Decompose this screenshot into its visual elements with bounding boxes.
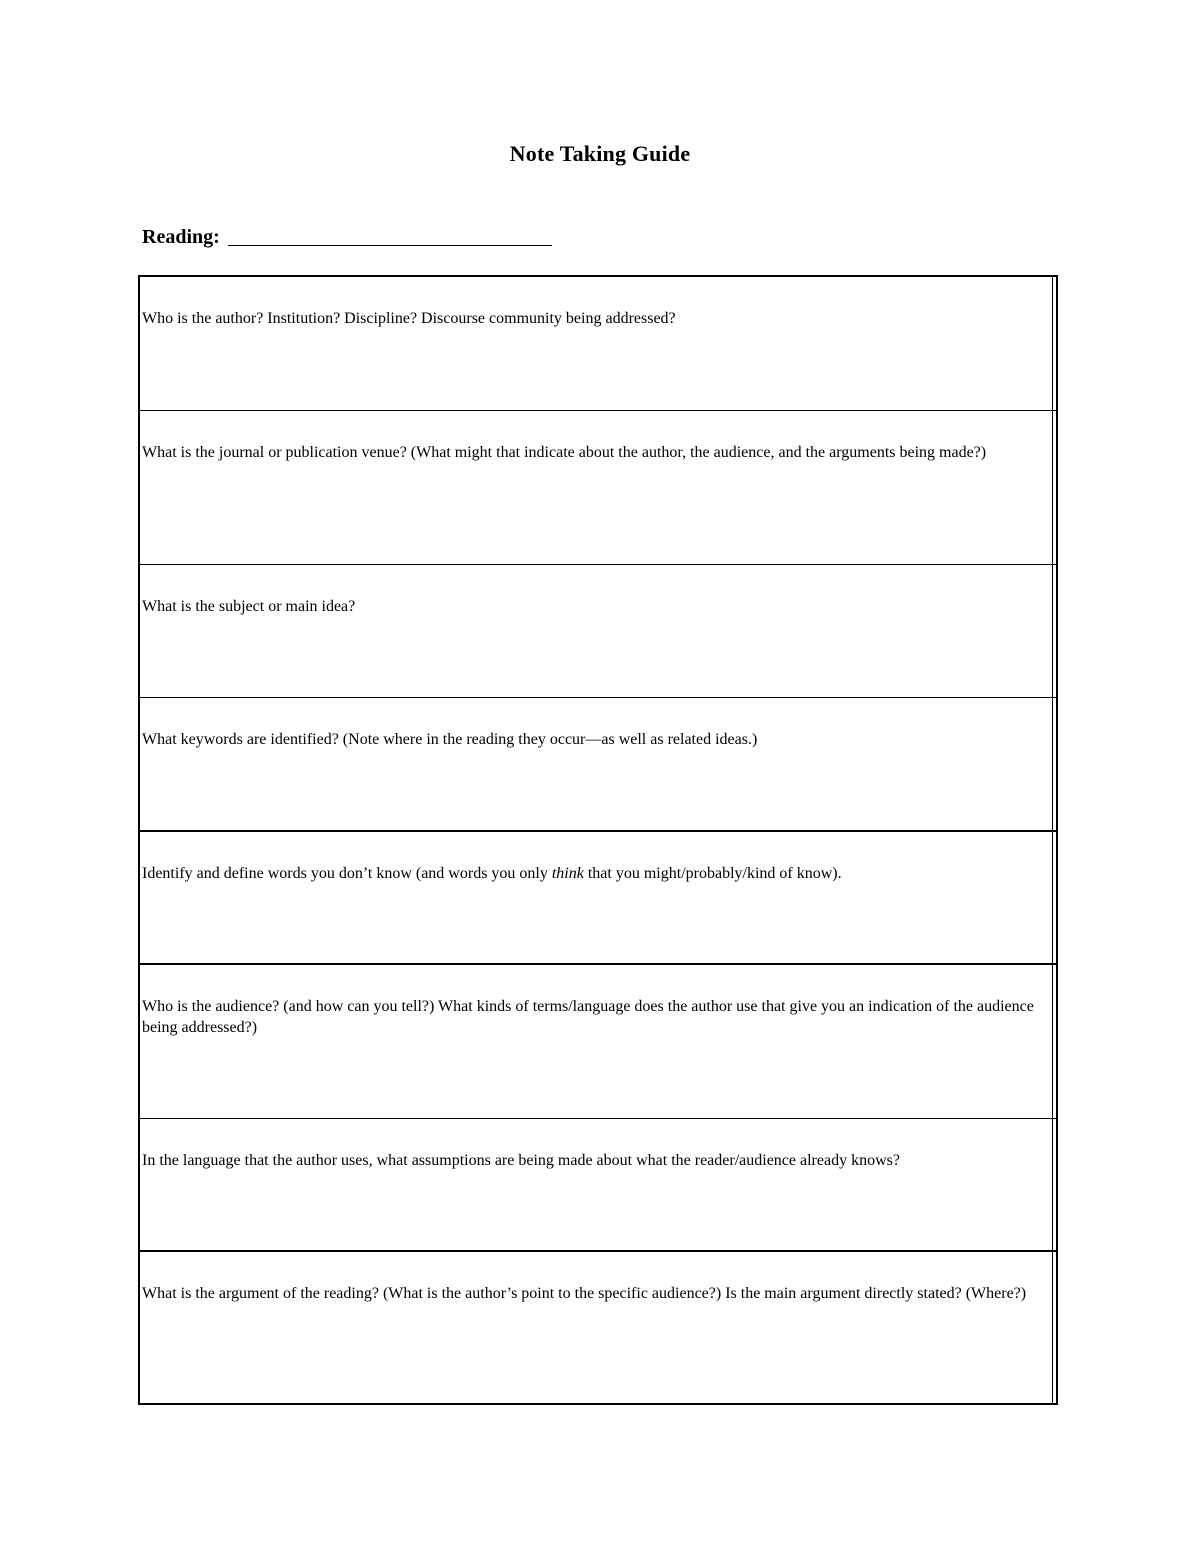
question-row-audience[interactable] <box>140 965 1056 1119</box>
question-audience: Who is the audience? (and how can you tell?) What kinds of terms/language does the author use that give you an indication of the audience being addressed?) <box>142 998 1034 1036</box>
question-argument: What is the argument of the reading? (What is the author’s point to the specific audience?) Is the main argument directly stated? (Where?) <box>142 1285 1027 1302</box>
reading-label: Reading: <box>142 226 220 248</box>
question-row-keywords[interactable] <box>140 698 1056 832</box>
question-row-argument[interactable] <box>140 1252 1056 1403</box>
reading-field <box>142 225 552 249</box>
question-vocabulary <box>142 863 1044 884</box>
question-row-venue[interactable] <box>140 411 1056 565</box>
question-row-assumptions[interactable] <box>140 1119 1056 1252</box>
question-vocabulary-end: that you might/probably/kind of know). <box>583 865 842 882</box>
page-title: Note Taking Guide <box>509 141 691 166</box>
question-vocabulary-start: Identify and define words you don’t know (and words you only <box>142 865 552 882</box>
question-subject: What is the subject or main idea? <box>142 598 356 615</box>
question-row-author[interactable] <box>140 277 1056 411</box>
question-vocabulary-emphasis: think <box>551 865 584 882</box>
question-table <box>138 275 1058 1405</box>
question-row-subject[interactable] <box>140 565 1056 698</box>
question-venue: What is the journal or publication venue? (What might that indicate about the author, the audience, and the arguments being made?) <box>142 444 987 461</box>
question-keywords: What keywords are identified? (Note where in the reading they occur—as well as related ideas.) <box>142 731 758 748</box>
question-row-vocabulary[interactable] <box>140 832 1056 965</box>
question-author: Who is the author? Institution? Discipline? Discourse community being addressed? <box>142 310 676 327</box>
question-assumptions: In the language that the author uses, what assumptions are being made about what the reader/audience already knows? <box>142 1152 900 1169</box>
reading-blank-line[interactable] <box>228 225 552 246</box>
